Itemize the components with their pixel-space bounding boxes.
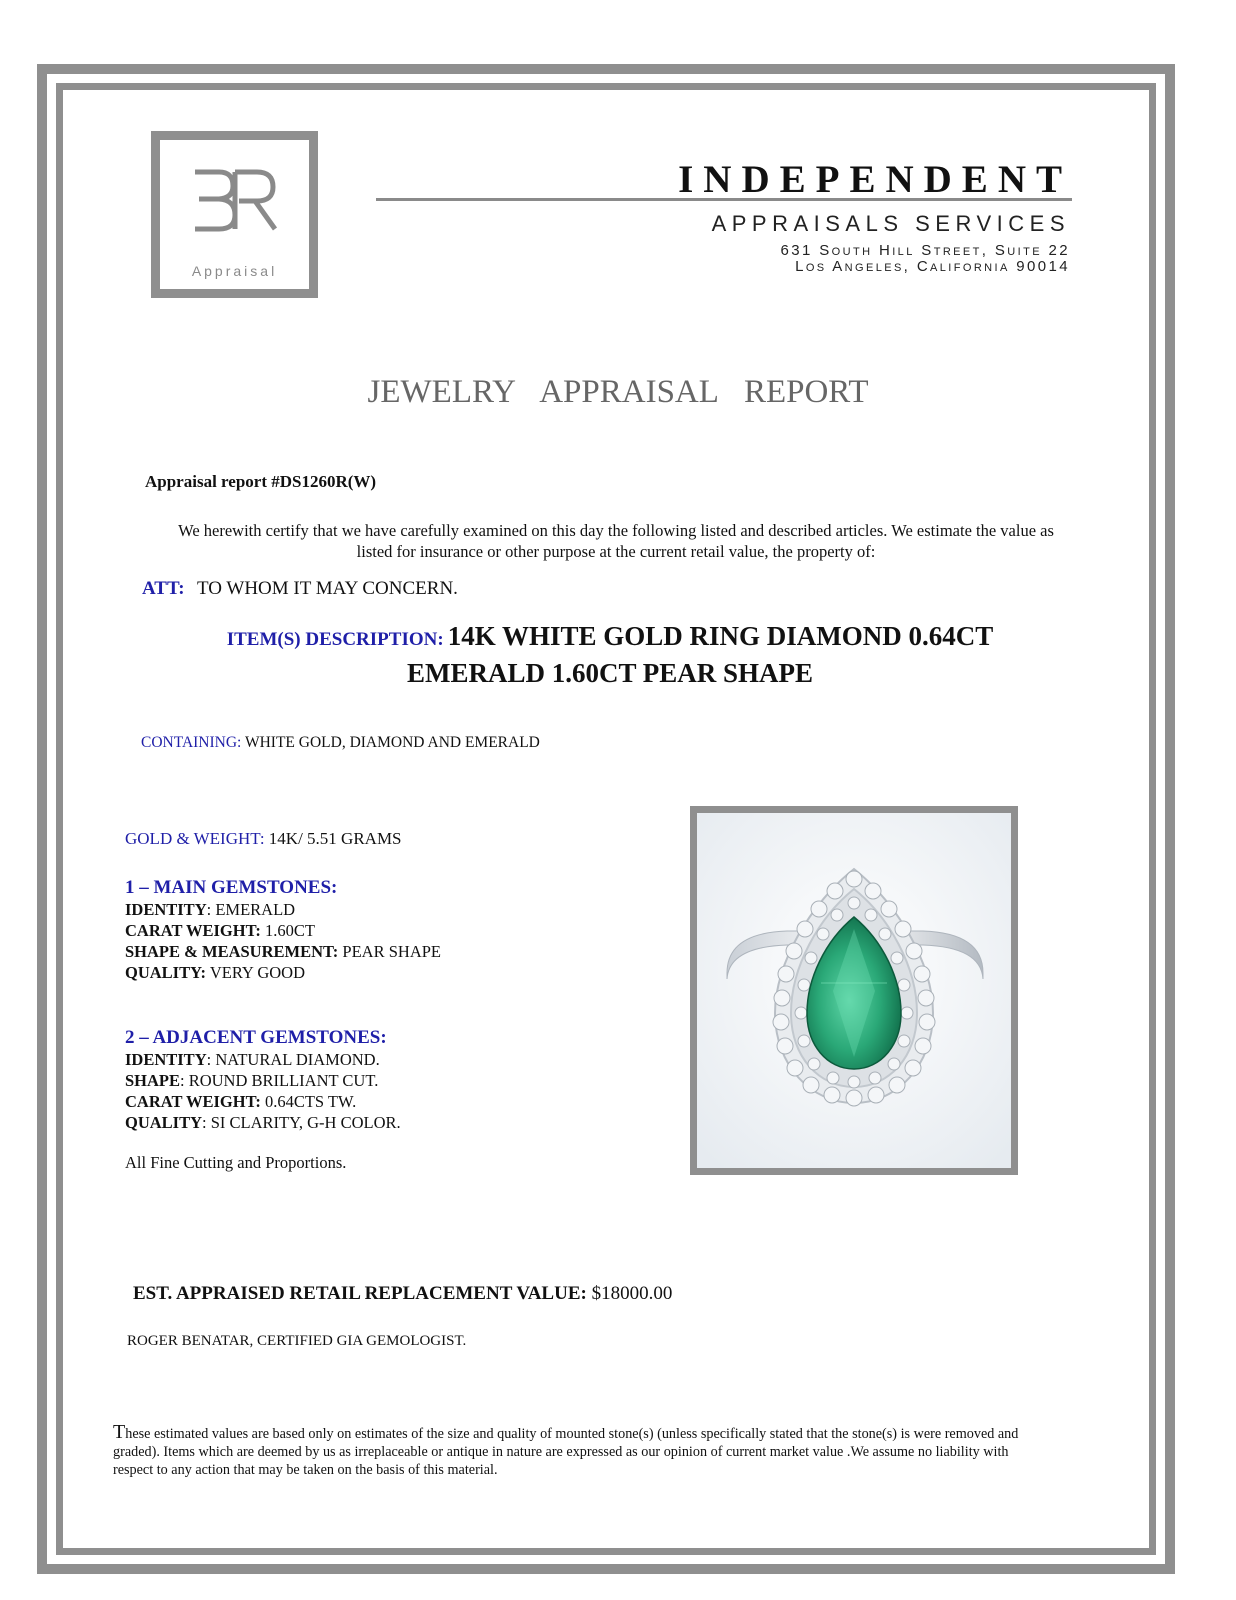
fine-cutting-note: All Fine Cutting and Proportions. [125,1153,347,1172]
appraised-value-line [133,1283,672,1305]
main-gemstones-heading: 1 – MAIN GEMSTONES: [125,877,338,898]
gold-weight-value: 14K/ 5.51 GRAMS [268,829,402,848]
adjacent-carat-label: CARAT WEIGHT: [125,1092,261,1111]
report-title: JEWELRY APPRAISAL REPORT [367,374,869,410]
gold-weight-line [125,829,402,849]
certification-text [130,520,1102,562]
adjacent-quality-value: : SI CLARITY, G-H COLOR. [202,1113,401,1132]
adjacent-carat-value: 0.64CTS TW. [260,1092,357,1111]
main-identity-label: IDENTITY [125,900,207,919]
main-quality-row [125,962,441,983]
attention-line [142,578,458,600]
item-description-line2: EMERALD 1.60CT PEAR SHAPE [406,658,814,688]
adjacent-identity-label: IDENTITY [125,1050,207,1069]
logo-caption: Appraisal [191,263,278,279]
adjacent-shape-row [125,1070,401,1091]
company-address-line1: 631 South Hill Street, Suite 22 [780,242,1070,259]
main-gemstones-section [125,877,441,983]
company-name: INDEPENDENT [678,158,1072,201]
main-carat-value: 1.60CT [260,921,315,940]
company-subtitle: APPRAISALS SERVICES [711,211,1070,236]
certification-line2: listed for insurance or other purpose at the current retail value, the property of: [356,542,876,561]
logo [151,131,318,298]
containing-label: CONTAINING: [141,734,242,751]
adjacent-quality-label: QUALITY [125,1113,203,1132]
disclaimer-initial: T [113,1421,126,1443]
gemologist-signature: ROGER BENATAR, CERTIFIED GIA GEMOLOGIST. [127,1333,467,1349]
report-number: Appraisal report #DS1260R(W) [145,472,377,491]
logo-monogram [160,166,309,241]
item-description [160,620,1060,689]
attention-value: TO WHOM IT MAY CONCERN. [197,578,458,599]
adjacent-gemstones-section [125,1027,401,1133]
item-description-line1: 14K WHITE GOLD RING DIAMOND 0.64CT [447,621,994,651]
ring-photo [690,806,1018,1175]
gold-weight-label: GOLD & WEIGHT: [125,829,265,848]
main-carat-label: CARAT WEIGHT: [125,921,261,940]
main-quality-value: VERY GOOD [206,963,306,982]
containing-value: WHITE GOLD, DIAMOND AND EMERALD [244,734,540,751]
adjacent-carat-row [125,1091,401,1112]
main-identity-value: : EMERALD [206,900,296,919]
attention-label: ATT: [142,578,185,599]
containing-line [141,734,540,752]
adjacent-identity-value: : NATURAL DIAMOND. [206,1050,380,1069]
appraised-value: $18000.00 [591,1283,673,1304]
company-address-line2: Los Angeles, California 90014 [795,258,1070,275]
item-description-label: ITEM(S) DESCRIPTION: [226,629,444,650]
adjacent-shape-value: : ROUND BRILLIANT CUT. [180,1071,379,1090]
appraised-value-label: EST. APPRAISED RETAIL REPLACEMENT VALUE: [133,1283,587,1304]
emerald-ring-image [697,813,1011,1168]
main-shape-label: SHAPE & MEASUREMENT: [125,942,339,961]
main-shape-value: PEAR SHAPE [338,942,441,961]
disclaimer-text: hese estimated values are based only on estimates of the size and quality of mounted stone(s) (unless specifically stated that the stone(s) is were removed and graded). Items which are deemed by us as irreplaceable or antique in nature are expressed as our opinion of current market value .We assume no liability with respect to any action that may be taken on the basis of this material. [113,1426,1019,1478]
main-quality-label: QUALITY: [125,963,206,982]
disclaimer [113,1423,1033,1479]
main-shape-row [125,941,441,962]
adjacent-gemstones-heading: 2 – ADJACENT GEMSTONES: [125,1027,387,1048]
br-monogram-icon [185,166,285,236]
main-carat-row [125,920,441,941]
adjacent-shape-label: SHAPE [125,1071,181,1090]
main-identity-row [125,899,441,920]
adjacent-identity-row [125,1049,401,1070]
adjacent-quality-row [125,1112,401,1133]
certification-line1: We herewith certify that we have carefully examined on this day the following listed and described articles. We estimate the value as [178,521,1054,540]
